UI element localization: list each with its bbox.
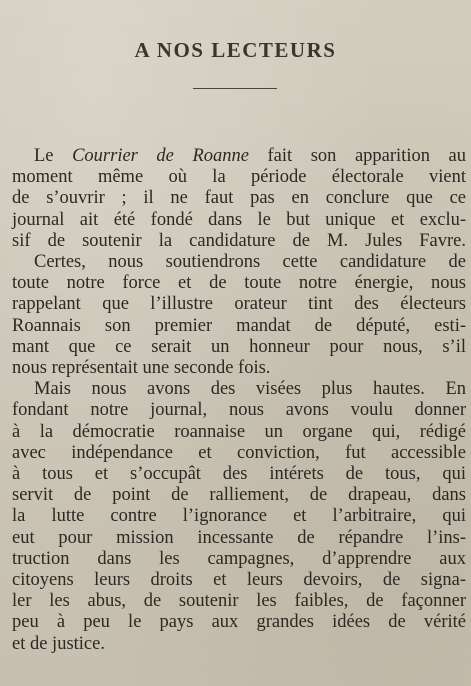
text-line: fondant notre journal, nous avons voulu donner (12, 400, 466, 421)
text-line: sif de soutenir la candidature de M. Jules Favre. (12, 230, 466, 251)
text-line: Mais nous avons des visées plus hautes. En (34, 379, 466, 400)
text-line: peu à peu le pays aux grandes idées de vérité (12, 612, 466, 633)
article-body (12, 146, 466, 655)
text-line: citoyens leurs droits et leurs devoirs, de signa- (12, 570, 466, 591)
text-line: de s’ouvrir ; il ne faut pas en conclure que ce (12, 188, 466, 209)
text-line: rappelant que l’illustre orateur tint des électeurs (12, 294, 466, 315)
text-line: journal ait été fondé dans le but unique et exclu- (12, 209, 466, 230)
text-line: mant que ce serait un honneur pour nous, s’il (12, 336, 466, 357)
text-line: truction dans les campagnes, d’apprendre aux (12, 548, 466, 569)
text-line: toute notre force et de toute notre énergie, nous (12, 273, 466, 294)
paragraph-3 (12, 379, 466, 655)
text-line: à la démocratie roannaise un organe qui, rédigé (12, 421, 466, 442)
paragraph-2 (12, 252, 466, 379)
text-line: servit de point de ralliement, de drapeau, dans (12, 485, 466, 506)
text-line: Le Courrier de Roanne fait son apparition au (34, 146, 466, 166)
text-line: ler les abus, de soutenir les faibles, de façonner (12, 591, 466, 612)
text-line: eut pour mission incessante de répandre l’ins- (12, 527, 466, 548)
text-line: moment même où la période électorale vient (12, 167, 466, 188)
paragraph-1 (12, 146, 466, 252)
text-line: nous représentait une seconde fois. (12, 358, 271, 379)
article-title: A NOS LECTEURS (134, 38, 337, 62)
text-line: avec indépendance et conviction, fut accessible (12, 442, 466, 463)
text-line: Roannais son premier mandat de député, esti- (12, 315, 466, 336)
text-line: Certes, nous soutiendrons cette candidature de (34, 252, 466, 273)
newspaper-name: Courrier de Roanne (72, 146, 249, 166)
title-divider (193, 88, 277, 89)
text-line: la lutte contre l’ignorance et l’arbitraire, qui (12, 506, 466, 527)
text-line: et de justice. (12, 633, 105, 654)
text-line: à tous et s’occupât des intérets de tous, qui (12, 464, 466, 485)
